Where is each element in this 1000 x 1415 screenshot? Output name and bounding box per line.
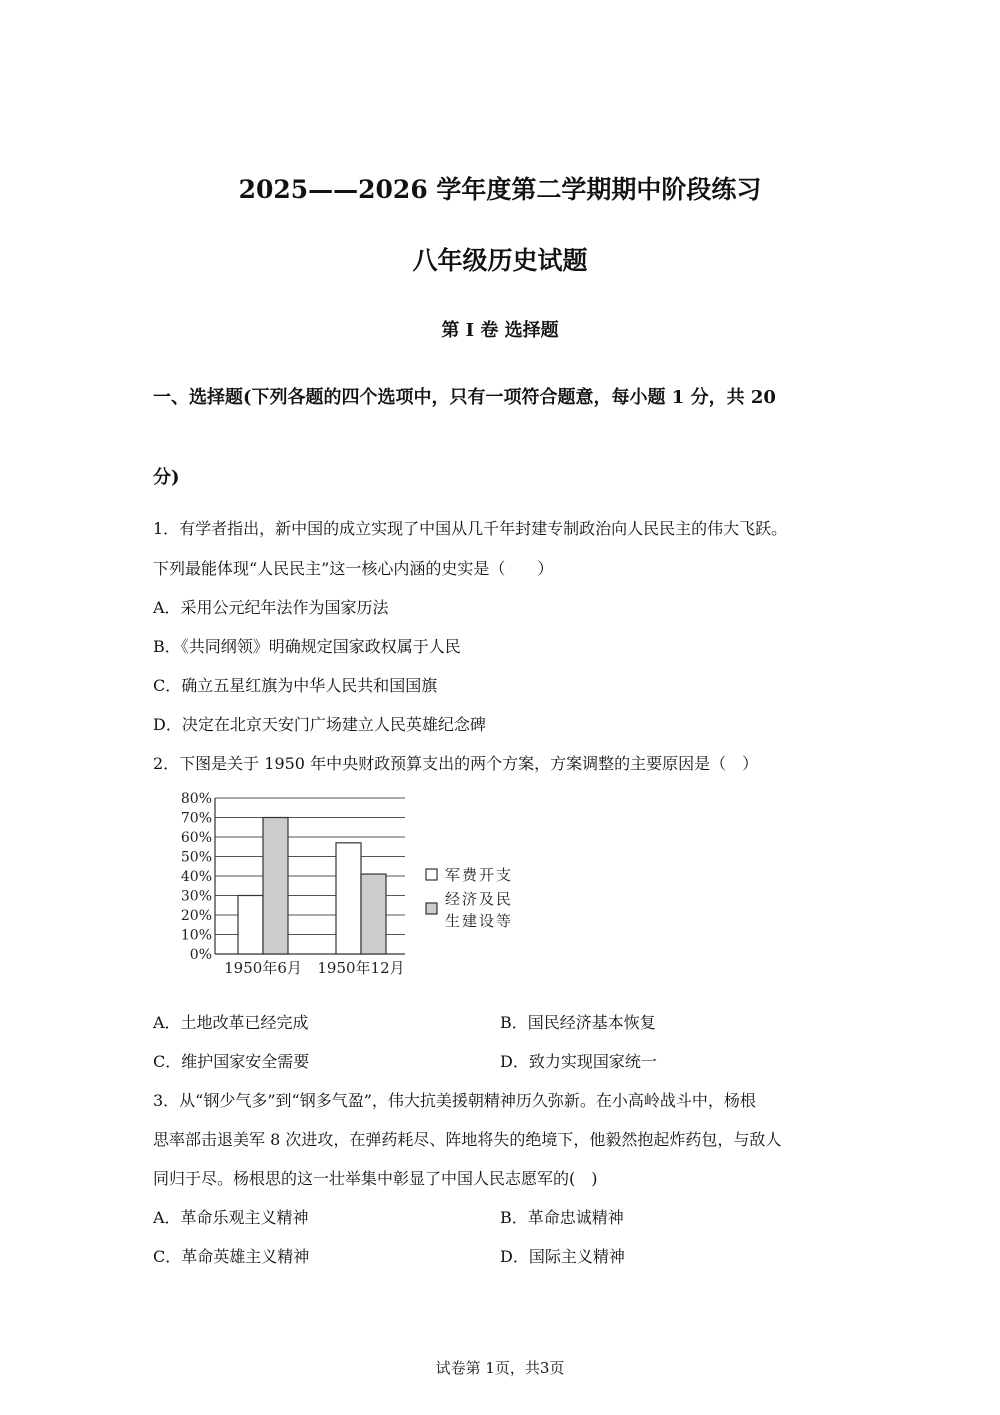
legend-label-economy-line2: 生建设等 [445,912,514,930]
q2-option-a[interactable]: A．土地改革已经完成 [153,1013,309,1032]
y-tick-label: 0% [189,947,212,963]
budget-bar-chart [170,786,530,981]
q3-option-d[interactable]: D．国际主义精神 [500,1247,625,1266]
legend-label-military: 军费开支 [445,866,514,884]
legend-swatch-military [426,869,437,880]
bar-economy-1 [361,874,386,954]
part-heading-line2: 分) [153,467,180,488]
q3-stem-line3: 同归于尽。杨根思的这一壮举集中彰显了中国人民志愿军的( ) [153,1169,598,1188]
q1-option-b[interactable]: B．《共同纲领》明确规定国家政权属于人民 [153,637,461,656]
q3-stem-line1: 3．从“钢少气多”到“钢多气盈”，伟大抗美援朝精神历久弥新。在小高岭战斗中，杨根 [153,1091,756,1110]
x-tick-label: 1950年12月 [317,959,405,977]
bar-military-0 [238,896,263,955]
exam-title: 2025——2026 学年度第二学期期中阶段练习 [238,175,762,204]
q1-option-a[interactable]: A．采用公元纪年法作为国家历法 [153,598,389,617]
volume-heading: 第 I 卷 选择题 [441,320,559,341]
q2-option-b[interactable]: B．国民经济基本恢复 [500,1013,656,1032]
chart-y-ticks [181,791,212,963]
bar-military-1 [336,843,361,954]
y-tick-label: 80% [180,791,212,807]
bar-economy-0 [263,818,288,955]
part-heading-line1: 一、选择题(下列各题的四个选项中，只有一项符合题意，每小题 1 分，共 20 [153,387,776,408]
q3-option-b[interactable]: B．革命忠诚精神 [500,1208,624,1227]
legend-label-economy-line1: 经济及民 [445,890,514,908]
y-tick-label: 50% [180,849,212,866]
y-tick-label: 40% [180,869,212,885]
q2-option-d[interactable]: D．致力实现国家统一 [500,1052,657,1071]
q3-option-a[interactable]: A．革命乐观主义精神 [153,1208,309,1227]
q2-stem-line1: 2．下图是关于 1950 年中央财政预算支出的两个方案，方案调整的主要原因是（ ） [153,754,759,773]
y-tick-label: 30% [180,888,212,905]
legend-swatch-economy [426,903,437,914]
chart-legend [426,866,513,930]
y-tick-label: 10% [180,927,212,944]
x-tick-label: 1950年6月 [224,959,302,977]
q2-option-c[interactable]: C．维护国家安全需要 [153,1052,310,1071]
exam-subtitle: 八年级历史试题 [412,246,588,275]
y-tick-label: 60% [180,830,212,846]
chart-bars [238,818,386,955]
q3-stem-line2: 思率部击退美军 8 次进攻，在弹药耗尽、阵地将失的绝境下，他毅然抱起炸药包，与敌人 [153,1130,782,1149]
q1-option-d[interactable]: D．决定在北京天安门广场建立人民英雄纪念碑 [153,715,486,734]
chart-x-labels [224,959,404,977]
q3-option-c[interactable]: C．革命英雄主义精神 [153,1247,310,1266]
page-footer: 试卷第 1页，共3页 [435,1359,565,1377]
q1-stem-line1: 1．有学者指出，新中国的成立实现了中国从几千年封建专制政治向人民民主的伟大飞跃。 [153,519,788,538]
y-tick-label: 70% [180,810,212,827]
q1-option-c[interactable]: C．确立五星红旗为中华人民共和国国旗 [153,676,438,695]
q1-stem-line2: 下列最能体现“人民民主”这一核心内涵的史实是（ ） [153,559,554,578]
y-tick-label: 20% [180,908,212,924]
